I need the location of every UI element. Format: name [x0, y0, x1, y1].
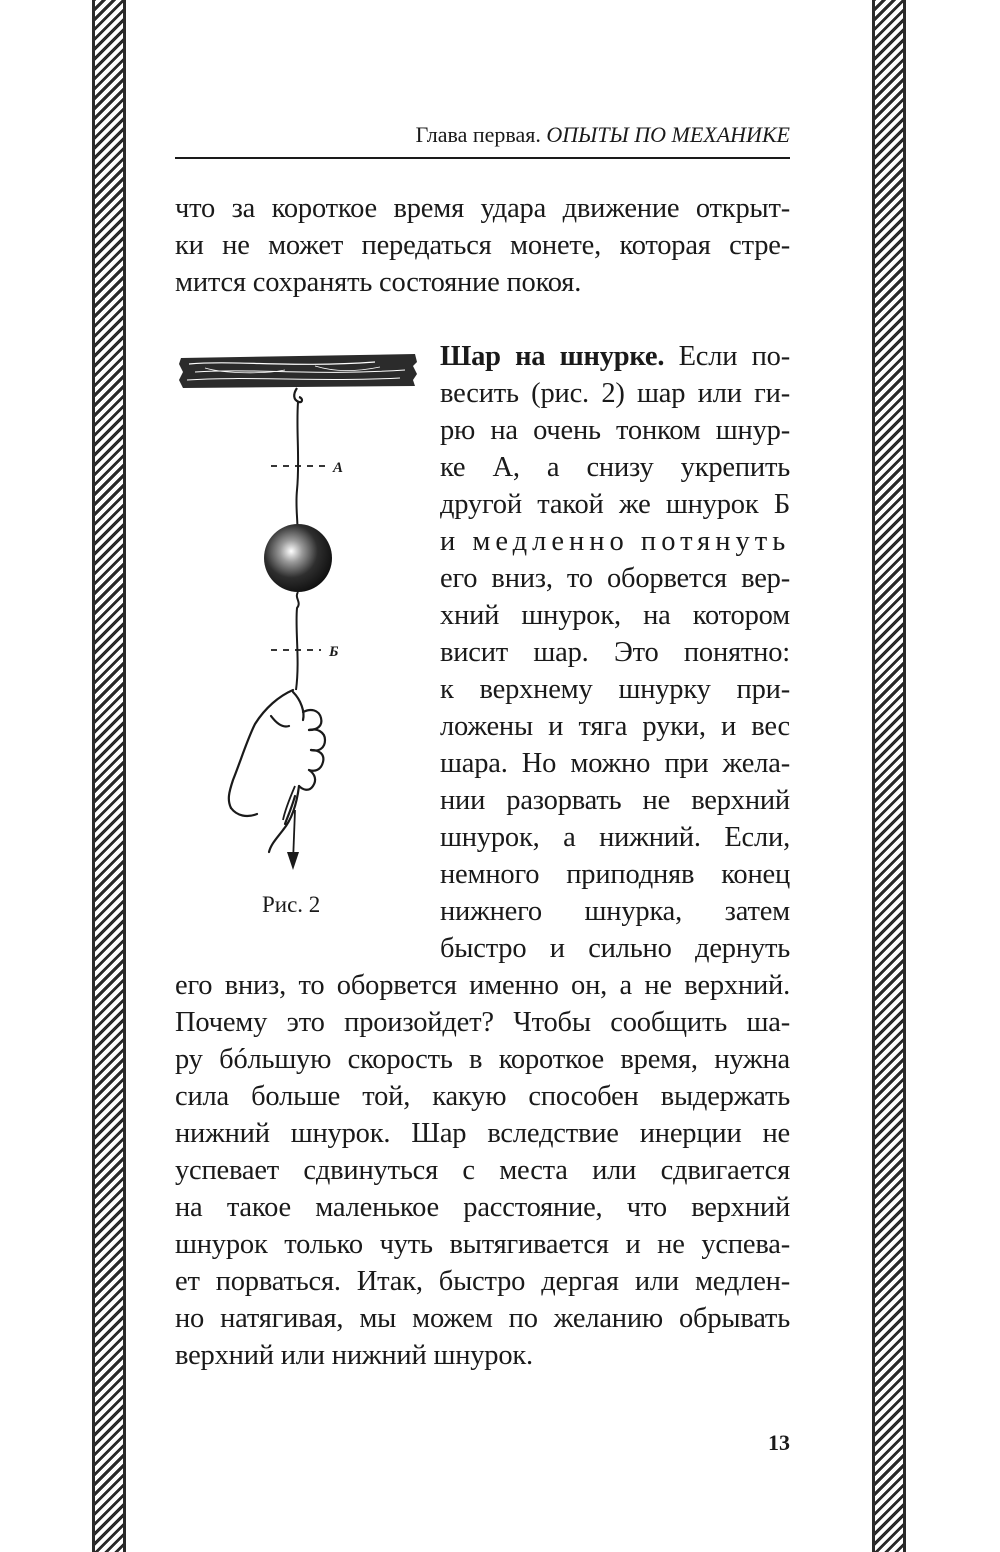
- text-line: нижний шнурок. Шар вследствие инерции не: [175, 1118, 790, 1149]
- article-continuation: [175, 967, 790, 1374]
- text-line: сила больше той, какую способен выдержать: [175, 1081, 790, 1112]
- text-line: быстро и сильно дернуть: [440, 933, 790, 964]
- text-line: другой такой же шнурок Б: [440, 489, 790, 520]
- article-side-column: [440, 338, 790, 967]
- text-line: и медленно потянуть: [440, 526, 791, 557]
- text-line: но натягивая, мы можем по желанию обрывать: [175, 1303, 790, 1334]
- text-line: к верхнему шнурку при-: [440, 674, 790, 705]
- upper-string: [296, 402, 298, 540]
- chapter-label: Глава первая.: [415, 122, 541, 147]
- text-line: шара. Но можно при жела-: [440, 748, 790, 779]
- header-rule: [175, 157, 790, 159]
- text-line: весить (рис. 2) шар или ги-: [440, 378, 790, 409]
- text-line: успевает сдвинуться с места или сдвигается: [175, 1155, 790, 1186]
- section-title: ОПЫТЫ ПО МЕХАНИКЕ: [546, 122, 790, 147]
- article-title: Шар на шнурке.: [440, 341, 665, 372]
- running-header: [175, 122, 790, 148]
- text-line: шнурок, а нижний. Если,: [440, 822, 790, 853]
- text-line: рю на очень тонком шнур-: [440, 415, 790, 446]
- text-line: Почему это произойдет? Чтобы сообщить ша-: [175, 1007, 790, 1038]
- label-b: Б: [329, 644, 339, 660]
- text-line: ке А, а снизу укрепить: [440, 452, 790, 483]
- text-line: на такое маленькое расстояние, что верхний: [175, 1192, 790, 1223]
- page-number: 13: [768, 1430, 790, 1455]
- right-decorative-border: [872, 0, 906, 1552]
- label-a: А: [333, 460, 344, 476]
- text-line: его вниз, то оборвется вер-: [440, 563, 790, 594]
- text-line: его вниз, то оборвется именно он, а не верхний.: [175, 970, 790, 1001]
- text-line: ет порваться. Итак, быстро дергая или медлен-: [175, 1266, 790, 1297]
- hook: [294, 388, 302, 402]
- figure-caption: Рис. 2: [262, 892, 321, 917]
- down-arrow-icon: [287, 852, 299, 870]
- text-line: нии разорвать не верхний: [440, 785, 790, 816]
- text-line: верхний или нижний шнурок.: [175, 1340, 533, 1371]
- lower-string: [296, 592, 299, 690]
- hand: [229, 690, 325, 852]
- text-line: Шар на шнурке. Если по-: [440, 341, 790, 372]
- text-line: висит шар. Это понятно:: [440, 637, 790, 668]
- text-line: что за короткое время удара движение открыт-: [175, 193, 790, 224]
- text-line: ру бóльшую скорость в короткое время, нужна: [175, 1044, 790, 1075]
- ball: [264, 524, 332, 592]
- text-line: нижнего шнурка, затем: [440, 896, 790, 927]
- text-line: мится сохранять состояние покоя.: [175, 267, 582, 298]
- left-decorative-border: [92, 0, 126, 1552]
- figure-illustration: [175, 340, 425, 880]
- text-line: ложены и тяга руки, и вес: [440, 711, 790, 742]
- text-line: хний шнурок, на котором: [440, 600, 790, 631]
- intro-paragraph: [175, 190, 790, 301]
- figure-ball-on-string: [175, 340, 425, 920]
- wooden-beam: [179, 354, 417, 388]
- text-line: шнурок только чуть вытягивается и не успева-: [175, 1229, 790, 1260]
- text-line: ки не может передаться монете, которая стре-: [175, 230, 790, 261]
- text-line: немного приподняв конец: [440, 859, 790, 890]
